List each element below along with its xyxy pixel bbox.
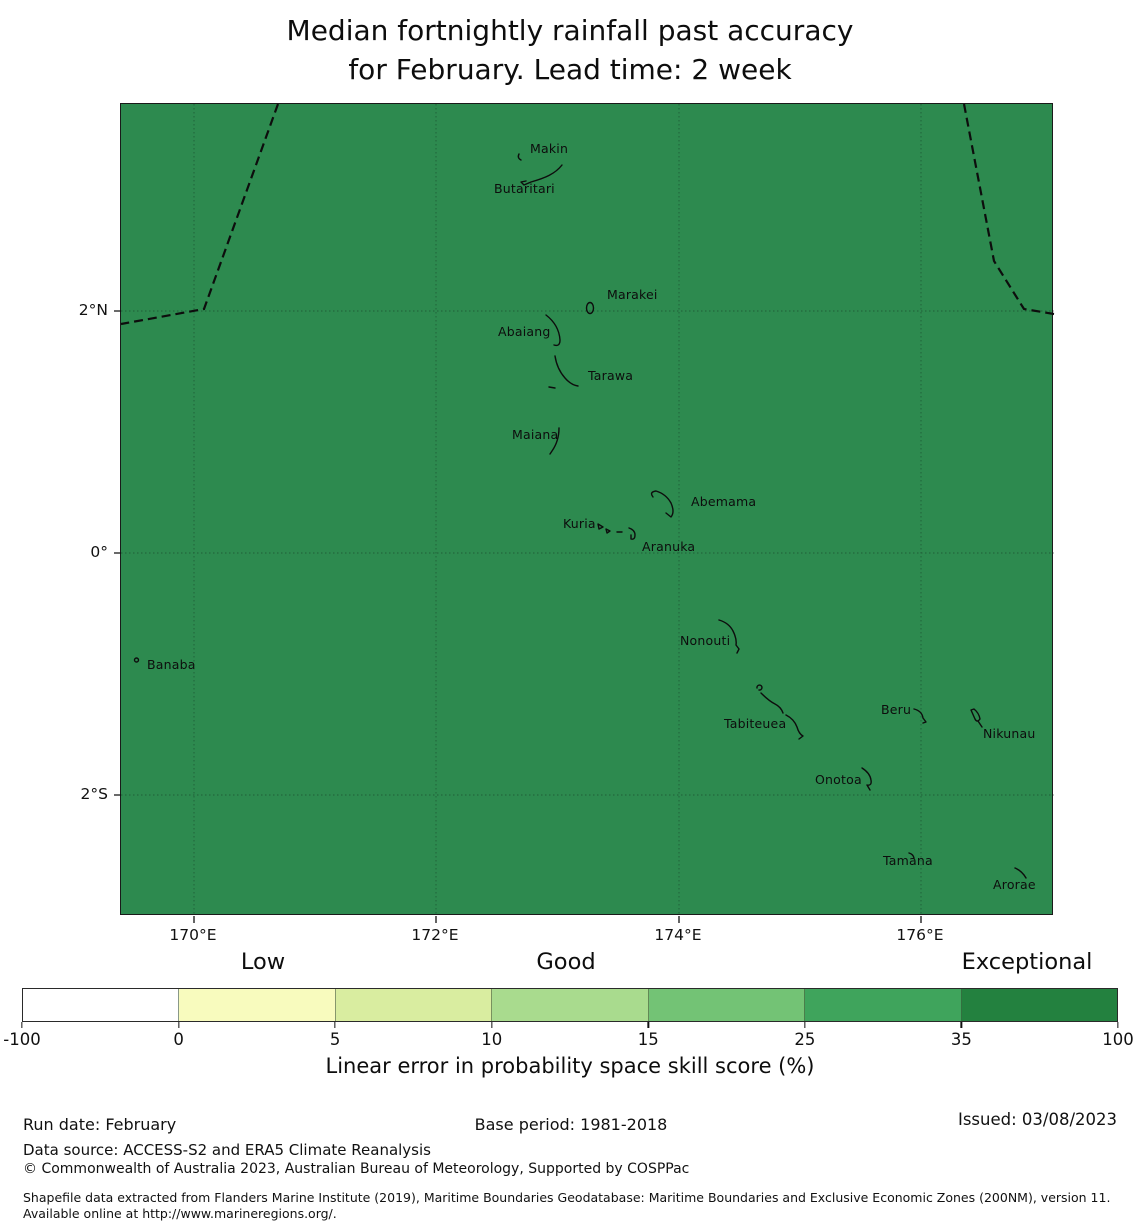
island-shape-nikunau <box>971 709 982 727</box>
island-shape-makin <box>518 154 521 160</box>
island-shape-marakei <box>587 303 594 314</box>
island-label-makin: Makin <box>530 141 569 156</box>
colorbar-ticklabel-neg100: -100 <box>3 1030 41 1049</box>
island-label-tamana: Tamana <box>883 853 933 868</box>
colorbar-tickmark <box>648 1022 649 1028</box>
colorbar-segment-10-15 <box>492 989 648 1021</box>
figure-title <box>0 11 1140 89</box>
colorbar-segment-15-25 <box>649 989 805 1021</box>
footer-data-source: Data source: ACCESS-S2 and ERA5 Climate Reanalysis <box>23 1141 431 1159</box>
colorbar-tickmark <box>21 1022 22 1028</box>
axis-tickmarks <box>114 311 921 923</box>
footer-base-period: Base period: 1981-2018 <box>474 1115 668 1134</box>
island-label-nonouti: Nonouti <box>680 633 731 648</box>
colorbar-ticklabel-15: 15 <box>637 1030 659 1049</box>
scale-label-low: Low <box>240 949 286 975</box>
xtick-172e: 172°E <box>411 926 459 944</box>
island-label-tabiteuea: Tabiteuea <box>724 716 787 731</box>
xtick-170e: 170°E <box>169 926 217 944</box>
xtick-176e: 176°E <box>896 926 944 944</box>
colorbar-axis-label: Linear error in probability space skill score (%) <box>325 1054 815 1078</box>
colorbar <box>22 988 1118 1022</box>
colorbar-segment-0-5 <box>179 989 335 1021</box>
island-label-nikunau: Nikunau <box>983 726 1036 741</box>
colorbar-tickmark <box>1117 1022 1118 1028</box>
island-label-tarawa: Tarawa <box>588 368 634 383</box>
footer-run-date: Run date: February <box>23 1115 177 1134</box>
footer-issued-date: Issued: 03/08/2023 <box>957 1110 1117 1129</box>
colorbar-ticklabel-25: 25 <box>794 1030 816 1049</box>
island-label-maiana: Maiana <box>512 427 559 442</box>
island-shape-aranuka <box>617 528 635 539</box>
island-label-marakei: Marakei <box>607 287 658 302</box>
island-shape-beru <box>914 709 926 723</box>
scale-label-good: Good <box>536 949 596 975</box>
ytick-2n: 2°N <box>78 301 108 319</box>
colorbar-tickmark <box>804 1022 805 1028</box>
figure-title-line1: Median fortnightly rainfall past accuracy <box>286 14 854 47</box>
island-label-aranuka: Aranuka <box>642 539 696 554</box>
footer-shapefile-note: Shapefile data extracted from Flanders Marine Institute (2019), Maritime Boundaries Geodatabase: Maritime Boundaries and Exclusive Economic Zones (200NM), version 11. Available online at http://www.marineregions.org/. <box>23 1190 1111 1222</box>
footer-copyright: © Commonwealth of Australia 2023, Australian Bureau of Meteorology, Supported by COSPPac <box>23 1161 690 1177</box>
colorbar-ticklabel-5: 5 <box>329 1030 341 1049</box>
island-label-onotoa: Onotoa <box>815 772 862 787</box>
island-label-abemama: Abemama <box>691 494 757 509</box>
colorbar-ticklabel-0: 0 <box>173 1030 184 1049</box>
colorbar-ticklabel-35: 35 <box>950 1030 972 1049</box>
colorbar-segment-25-35 <box>805 989 961 1021</box>
colorbar-tickmark <box>491 1022 492 1028</box>
eez-boundary-dashed-line <box>121 104 1054 324</box>
colorbar-segment-35-100 <box>962 989 1117 1021</box>
island-shape-kuria <box>598 524 610 533</box>
map-layers <box>121 104 1054 916</box>
xtick-174e: 174°E <box>654 926 702 944</box>
island-label-abaiang: Abaiang <box>498 324 551 339</box>
island-shape-onotoa <box>862 768 871 790</box>
island-shape-abemama <box>652 491 673 517</box>
colorbar-tickmark <box>334 1022 335 1028</box>
colorbar-segment-5-10 <box>336 989 492 1021</box>
colorbar-ticklabel-100: 100 <box>1102 1030 1134 1049</box>
scale-label-exceptional: Exceptional <box>961 949 1093 975</box>
ytick-0: 0° <box>90 543 108 561</box>
island-label-butaritari: Butaritari <box>494 181 555 196</box>
island-label-beru: Beru <box>881 702 912 717</box>
colorbar-tickmark <box>178 1022 179 1028</box>
island-shape-tarawa <box>549 356 578 388</box>
ytick-2s: 2°S <box>80 785 108 803</box>
island-label-banaba: Banaba <box>147 657 196 672</box>
island-label-arorae: Arorae <box>993 877 1036 892</box>
colorbar-segment-neg100-0 <box>23 989 179 1021</box>
map-area <box>120 103 1053 915</box>
island-label-kuria: Kuria <box>563 516 596 531</box>
island-shape-banaba <box>135 658 139 662</box>
colorbar-tickmark <box>961 1022 962 1028</box>
colorbar-ticklabel-10: 10 <box>481 1030 503 1049</box>
gridlines <box>121 104 1054 916</box>
figure-title-line2: for February. Lead time: 2 week <box>348 53 792 86</box>
